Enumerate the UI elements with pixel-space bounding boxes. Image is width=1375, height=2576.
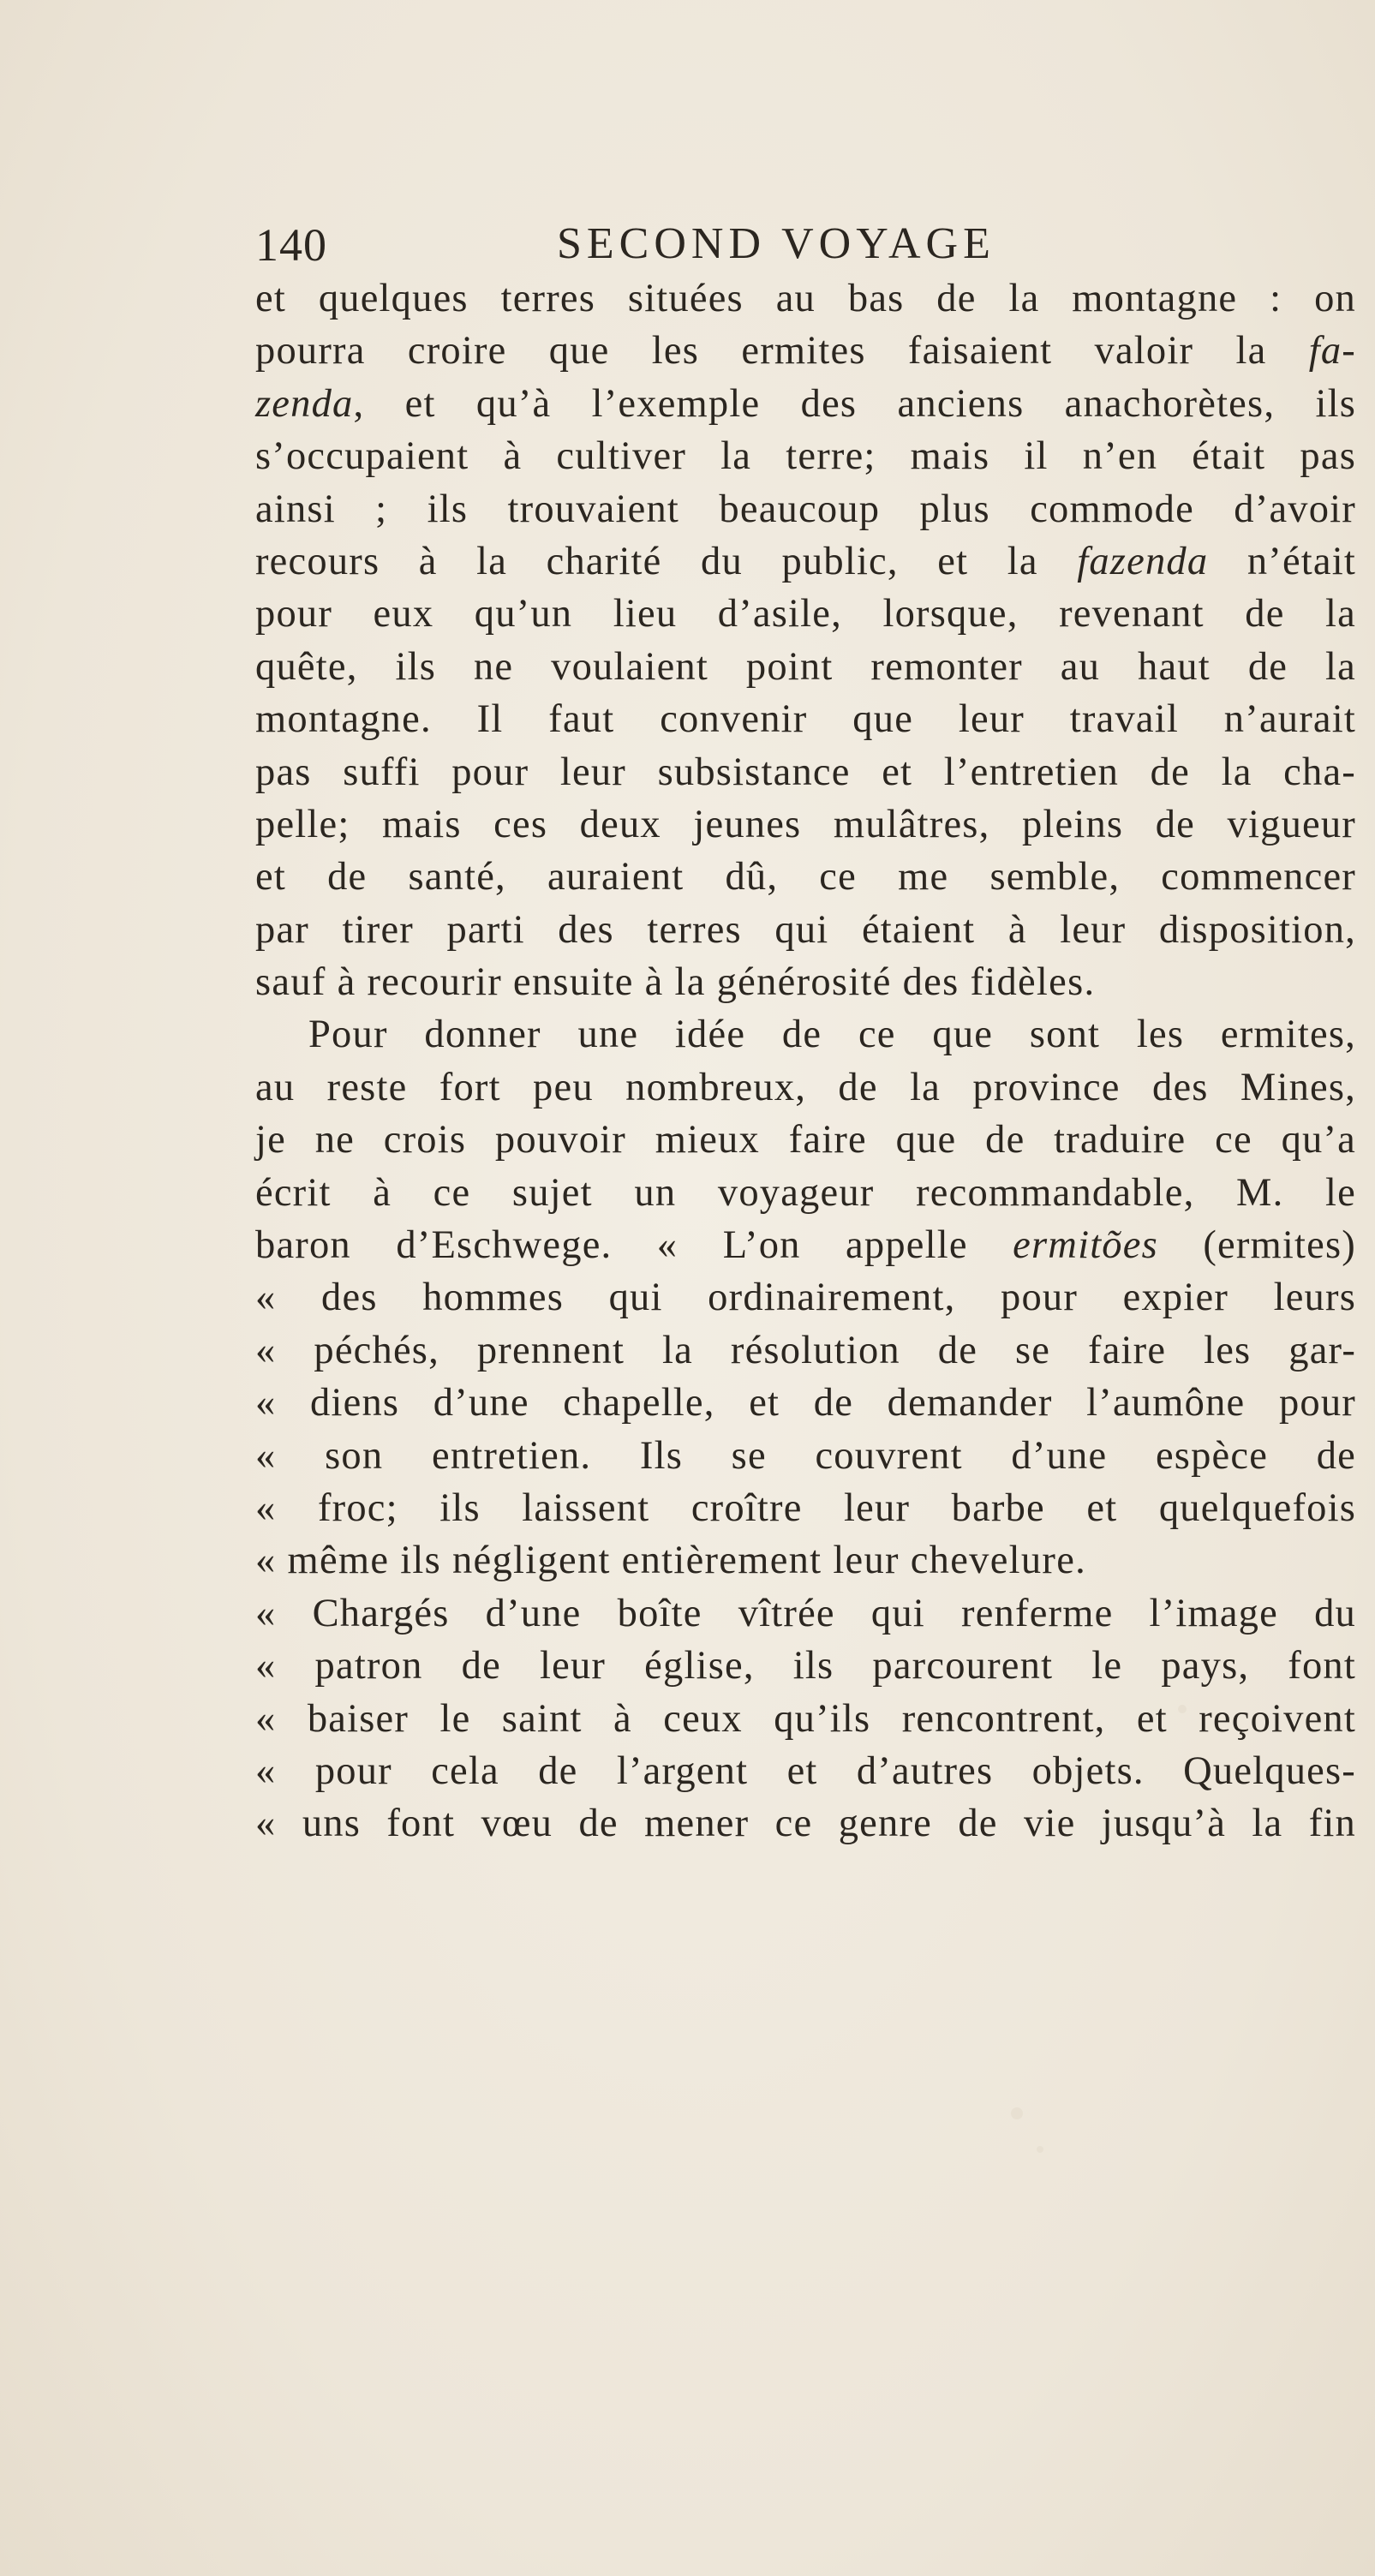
text-line-6	[255, 535, 1356, 588]
page-header	[255, 218, 1095, 278]
text-line-19	[255, 1219, 1356, 1271]
text-segment: baron d’Eschwege. « L’on appelle	[255, 1223, 1013, 1268]
text-line-16: au reste fort peu nombreux, de la province des Mines,	[255, 1065, 1356, 1109]
page-number: 140	[255, 219, 327, 271]
text-line-18: écrit à ce sujet un voyageur recommandable, M. le	[255, 1170, 1356, 1215]
text-line-8: quête, ils ne voulaient point remonter au haut de la	[255, 644, 1356, 689]
text-segment: , et qu’à l’exemple des anciens anachorètes, ils	[353, 381, 1356, 426]
text-line-22: « diens d’une chapelle, et de demander l’aumône pour	[255, 1381, 1356, 1425]
text-line-2	[255, 325, 1356, 377]
text-segment: n’était	[1208, 539, 1356, 583]
text-line-15: Pour donner une idée de ce que sont les ermites,	[308, 1013, 1356, 1057]
text-line-30: « uns font vœu de mener ce genre de vie jusqu’à la fin	[255, 1802, 1356, 1846]
italic-term: fa-	[1308, 329, 1356, 374]
text-line-27: « patron de leur église, ils parcourent le pays, font	[255, 1644, 1356, 1688]
text-line-3	[255, 378, 1356, 430]
italic-term: ermitões	[1013, 1223, 1158, 1268]
text-line-10: pas suffi pour leur subsistance et l’entretien de la cha-	[255, 750, 1356, 794]
text-line-12: et de santé, auraient dû, ce me semble, commencer	[255, 855, 1356, 900]
text-line-13: par tirer parti des terres qui étaient à leur disposition,	[255, 907, 1356, 952]
text-line-28: « baiser le saint à ceux qu’ils rencontrent, et reçoivent	[255, 1696, 1356, 1741]
text-line-14: sauf à recourir ensuite à la générosité des fidèles.	[255, 960, 1096, 1005]
text-line-24: « froc; ils laissent croître leur barbe et quelquefois	[255, 1485, 1356, 1530]
text-segment: pourra croire que les ermites faisaient valoir la	[255, 329, 1309, 374]
text-line-17: je ne crois pouvoir mieux faire que de traduire ce qu’a	[255, 1118, 1356, 1162]
running-head: SECOND VOYAGE	[557, 219, 995, 268]
body-text	[255, 272, 1356, 1850]
text-line-4: s’occupaient à cultiver la terre; mais il n’en était pas	[255, 434, 1356, 479]
text-line-9: montagne. Il faut convenir que leur travail n’aurait	[255, 697, 1356, 742]
italic-term: fazenda	[1077, 539, 1209, 583]
text-line-26: « Chargés d’une boîte vîtrée qui renferme l’image du	[255, 1591, 1356, 1635]
text-line-7: pour eux qu’un lieu d’asile, lorsque, revenant de la	[255, 592, 1356, 637]
text-line-11: pelle; mais ces deux jeunes mulâtres, pleins de vigueur	[255, 802, 1356, 846]
text-line-29: « pour cela de l’argent et d’autres objets. Quelques-	[255, 1748, 1356, 1793]
text-segment: recours à la charité du public, et la	[255, 539, 1078, 583]
text-segment: (ermites)	[1157, 1223, 1356, 1268]
text-line-25: « même ils négligent entièrement leur chevelure.	[255, 1539, 1087, 1583]
text-line-20: « des hommes qui ordinairement, pour expier leurs	[255, 1276, 1356, 1320]
text-line-5: ainsi ; ils trouvaient beaucoup plus commode d’avoir	[255, 487, 1356, 531]
text-line-21: « péchés, prennent la résolution de se faire les gar-	[255, 1328, 1356, 1372]
italic-term: zenda	[255, 381, 354, 426]
text-line-23: « son entretien. Ils se couvrent d’une espèce de	[255, 1433, 1356, 1478]
text-line-1: et quelques terres situées au bas de la montagne : on	[255, 277, 1356, 320]
